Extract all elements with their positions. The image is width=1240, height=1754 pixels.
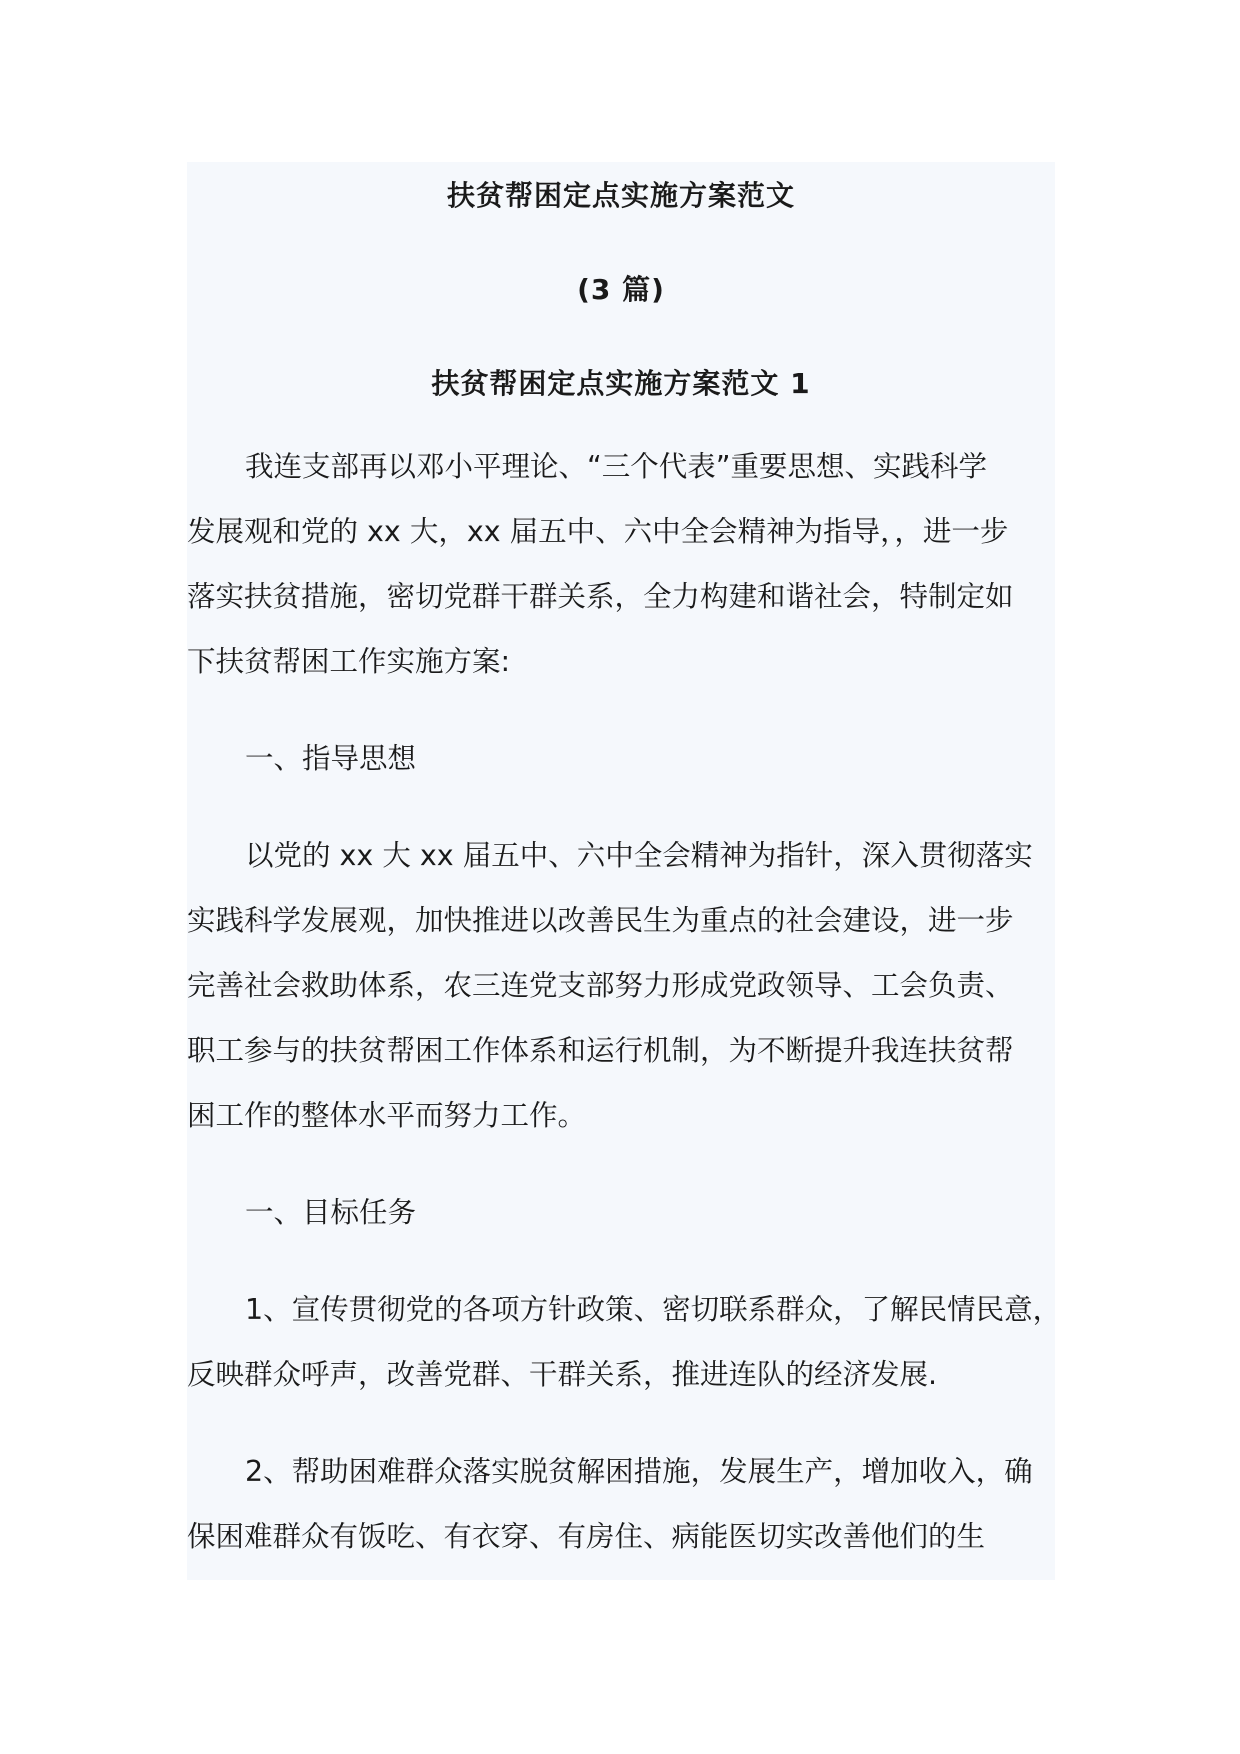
item-1-paragraph <box>187 1277 1062 1407</box>
guide-line-1: 以党的 xx 大 xx 届五中、六中全会精神为指针，深入贯彻落实 <box>245 839 1033 872</box>
heading-guiding-ideology-text: 一、指导思想 <box>245 742 417 775</box>
heading-goals-tasks-text: 一、目标任务 <box>245 1196 417 1229</box>
document-body <box>187 162 1062 1569</box>
guide-line-5: 困工作的整体水平而努力工作。 <box>187 1099 587 1132</box>
section-title: 扶贫帮困定点实施方案范文 1 <box>431 367 811 400</box>
guide-line-4: 职工参与的扶贫帮困工作体系和运行机制，为不断提升我连扶贫帮 <box>187 1034 1014 1067</box>
intro-line-4: 下扶贫帮困工作实施方案: <box>187 645 511 678</box>
intro-line-1: 我连支部再以邓小平理论、“三个代表”重要思想、实践科学 <box>245 450 988 483</box>
document-subtitle: (3 篇) <box>577 273 665 306</box>
heading-goals-tasks <box>187 1180 1055 1245</box>
intro-line-3: 落实扶贫措施，密切党群干群关系，全力构建和谐社会，特制定如 <box>187 580 1014 613</box>
guide-line-3: 完善社会救助体系，农三连党支部努力形成党政领导、工会负责、 <box>187 969 1014 1002</box>
guide-paragraph <box>187 823 1055 1148</box>
intro-paragraph <box>187 434 1055 694</box>
item-2-line-2: 保困难群众有饭吃、有衣穿、有房住、病能医切实改善他们的生 <box>187 1520 986 1553</box>
intro-line-2: 发展观和党的 xx 大，xx 届五中、六中全会精神为指导，，进一步 <box>187 515 1009 548</box>
heading-guiding-ideology <box>187 726 1055 791</box>
item-1-line-1: 1、宣传贯彻党的各项方针政策、密切联系群众，了解民情民意， <box>245 1293 1062 1326</box>
item-2-line-1: 2、帮助困难群众落实脱贫解困措施，发展生产，增加收入，确 <box>245 1455 1033 1488</box>
item-1-line-2: 反映群众呼声，改善党群、干群关系，推进连队的经济发展. <box>187 1358 938 1391</box>
guide-line-2: 实践科学发展观，加快推进以改善民生为重点的社会建设，进一步 <box>187 904 1014 937</box>
item-2-paragraph <box>187 1439 1055 1569</box>
document-title: 扶贫帮困定点实施方案范文 <box>446 179 795 212</box>
